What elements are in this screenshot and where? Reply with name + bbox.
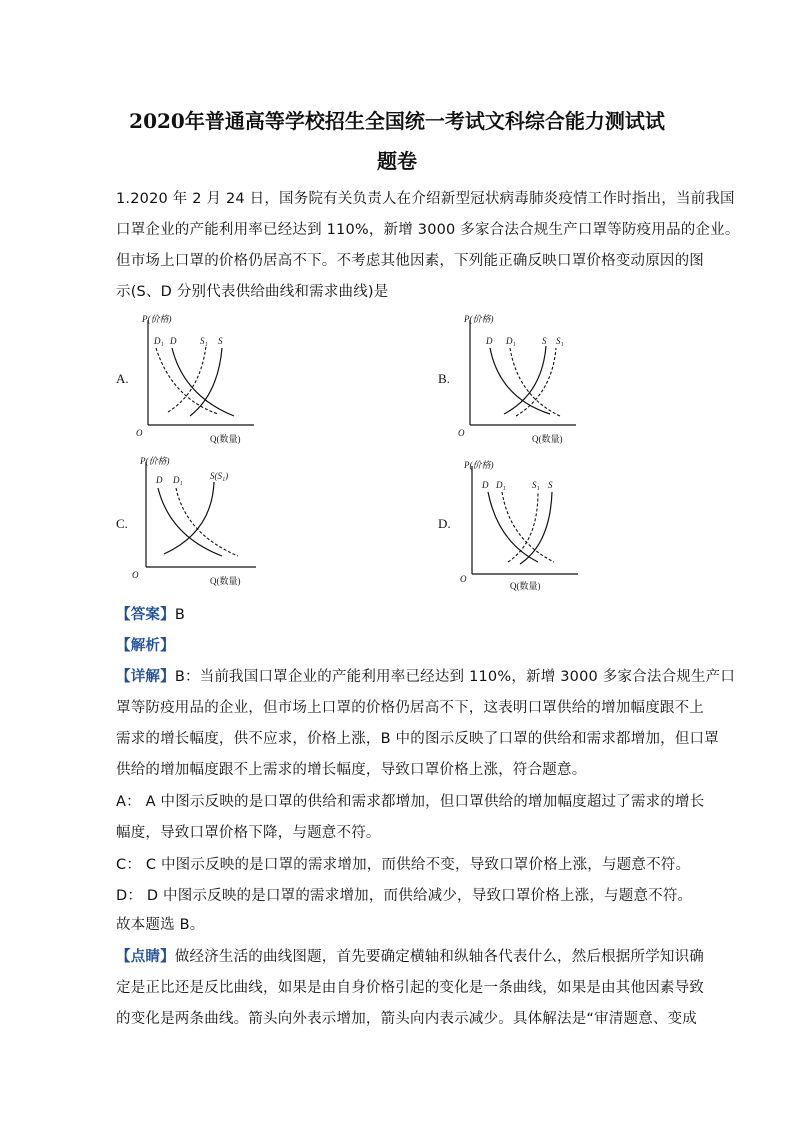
series-label: S — [548, 480, 553, 490]
tip-text: 做经济生活的曲线图题，首先要确定横轴和纵轴各代表什么，然后根据所学知识确 — [174, 949, 705, 965]
origin-label: O — [458, 428, 465, 438]
series-line-s — [504, 346, 546, 414]
option-c-label: C. — [116, 516, 128, 531]
detail-line: C： C 中图示反映的是口罩的需求增加，而供给不变，导致口罩价格上涨，与题意不符。 — [116, 857, 691, 873]
option-b-label: B. — [438, 371, 450, 386]
detail-line: D： D 中图示反映的是口罩的需求增加，而供给减少，导致口罩价格上涨，与题意不符。 — [116, 888, 693, 904]
series-label: D — [170, 336, 177, 346]
chart-a — [134, 310, 264, 445]
question-line: 口罩企业的产能利用率已经达到 110%，新增 3000 多家合法合规生产口罩等防疫用品的企业。 — [116, 222, 740, 238]
tip-line: 定是正比还是反比曲线，如果是由自身价格引起的变化是一条曲线，如果是由其他因素导致 — [116, 980, 704, 996]
series-label: D — [482, 480, 489, 490]
x-axis-label: Q(数量) — [210, 434, 241, 444]
detail-tag: 【详解】 — [116, 669, 175, 685]
series-label: D₁ — [154, 336, 164, 346]
series-label: D₁ — [496, 480, 506, 490]
chart-d — [458, 452, 588, 592]
y-axis-label: P(价格) — [464, 314, 494, 324]
answer-line — [116, 603, 185, 624]
series-line-s — [520, 492, 552, 564]
y-axis-label: P(价格) — [140, 456, 170, 466]
chart-c — [128, 452, 268, 587]
analysis-line — [116, 634, 175, 655]
series-label: D — [486, 336, 493, 346]
series-label: D — [156, 475, 163, 485]
answer-tag: 【答案】 — [116, 607, 175, 623]
series-label: S — [542, 336, 547, 346]
series-label: S(S₁) — [210, 471, 229, 481]
tip-line: 的变化是两条曲线。箭头向外表示增加，箭头向内表示减少。具体解法是“审清题意、变成 — [116, 1011, 698, 1027]
origin-label: O — [136, 428, 143, 438]
detail-line: 故本题选 B。 — [116, 917, 205, 933]
detail-line: 幅度，导致口罩价格下降，与题意不符。 — [116, 825, 381, 841]
question-line: 1.2020 年 2 月 24 日，国务院有关负责人在介绍新型冠状病毒肺炎疫情工作时指出，当前我国 — [116, 191, 735, 207]
origin-label: O — [460, 574, 467, 584]
x-axis-label: Q(数量) — [532, 434, 563, 444]
option-d-label: D. — [438, 516, 451, 531]
detail-line: 供给的增加幅度跟不上需求的增长幅度，导致口罩价格上涨，符合题意。 — [116, 762, 587, 778]
detail-line: A： A 中图示反映的是口罩的供给和需求都增加，但口罩供给的增加幅度超过了需求的增长 — [116, 794, 705, 810]
series-label: S₁ — [556, 336, 564, 346]
tip-tag: 【点睛】 — [116, 949, 175, 965]
x-axis-label: Q(数量) — [210, 576, 241, 586]
question-line: 但市场上口罩的价格仍居高不下。不考虑其他因素，下列能正确反映口罩价格变动原因的图 — [116, 253, 704, 269]
chart-b — [456, 310, 586, 445]
detail-line: 需求的增长幅度，供不应求，价格上涨，B 中的图示反映了口罩的供给和需求都增加，但口罩 — [116, 731, 719, 747]
analysis-tag: 【解析】 — [116, 638, 175, 654]
series-label: D₁ — [173, 475, 183, 485]
page-title-line2: 题卷 — [377, 149, 417, 173]
series-line-d — [488, 492, 538, 562]
series-label: D₁ — [506, 336, 516, 346]
tip-line — [116, 945, 704, 966]
x-axis-label: Q(数量) — [510, 581, 541, 591]
answer-value: B — [174, 607, 185, 623]
y-axis-label: P(价格) — [464, 460, 494, 470]
series-label: S — [218, 336, 223, 346]
page-title-line1: 2020年普通高等学校招生全国统一考试文科综合能力测试试 — [129, 109, 665, 133]
detail-text: B：当前我国口罩企业的产能利用率已经达到 110%，新增 3000 多家合法合规生产口 — [174, 669, 736, 685]
series-label: S₁ — [200, 336, 208, 346]
series-label: S₁ — [532, 480, 540, 490]
series-line-d — [172, 348, 234, 416]
option-a-label: A. — [116, 371, 129, 386]
y-axis-label: P(价格) — [142, 314, 172, 324]
detail-line — [116, 665, 735, 686]
series-line-d1 — [176, 488, 238, 556]
origin-label: O — [132, 570, 139, 580]
question-line: 示(S、D 分别代表供给曲线和需求曲线)是 — [116, 284, 389, 300]
detail-line: 罩等防疫用品的企业，但市场上口罩的价格仍居高不下，这表明口罩供给的增加幅度跟不上 — [116, 700, 704, 716]
